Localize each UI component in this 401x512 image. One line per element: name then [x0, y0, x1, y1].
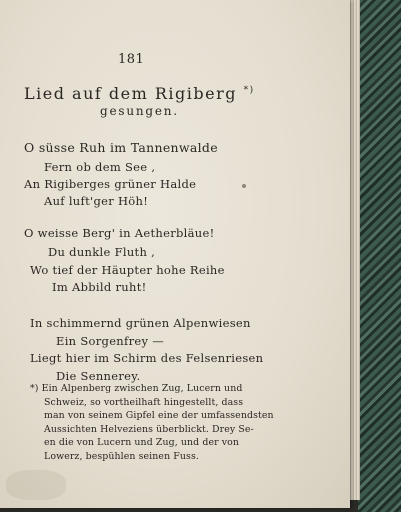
footnote-line: *) Ein Alpenberg zwischen Zug, Lucern und — [30, 383, 243, 394]
verse-line: Du dunkle Fluth , — [48, 245, 156, 259]
footnote-line: Lowerz, bespühlen seinen Fuss. — [44, 450, 199, 462]
verse-line: Auf luft'ger Höh! — [44, 194, 149, 208]
verse-line: An Rigiberges grüner Halde — [24, 177, 197, 191]
book-cover-edge — [358, 0, 401, 512]
footnote-line: man von seinem Gipfel eine der umfassendsten — [44, 410, 274, 422]
poem-subtitle: gesungen. — [100, 104, 179, 118]
page-stain — [6, 470, 66, 500]
verse-line: Ein Sorgenfrey — — [56, 334, 165, 348]
poem-title — [24, 84, 255, 103]
footnote-line: en die von Lucern und Zug, und der von — [44, 437, 240, 449]
title-note-marker: *) — [243, 85, 255, 96]
footnote-line: Aussichten Helveziens überblickt. Drey Se- — [44, 423, 254, 435]
page-speck — [242, 184, 246, 188]
page-number: 181 — [118, 52, 145, 67]
footnote-line: Schweiz, so vortheilhaft hingestellt, dass — [44, 396, 244, 408]
verse-line: Im Abbild ruht! — [52, 280, 147, 294]
poem-title-text: Lied auf dem Rigiberg — [24, 84, 237, 103]
verse-line: Liegt hier im Schirm des Felsenriesen — [30, 351, 264, 365]
footnote — [30, 382, 280, 464]
verse-line: Die Sennerey. — [56, 369, 141, 383]
verse-line: O weisse Berg' in Aetherbläue! — [24, 226, 215, 240]
verse-line: Fern ob dem See , — [44, 160, 156, 174]
verse-line: In schimmernd grünen Alpenwiesen — [30, 316, 251, 330]
verse-line: Wo tief der Häupter hohe Reihe — [30, 263, 225, 277]
verse-line: O süsse Ruh im Tannenwalde — [24, 140, 218, 155]
